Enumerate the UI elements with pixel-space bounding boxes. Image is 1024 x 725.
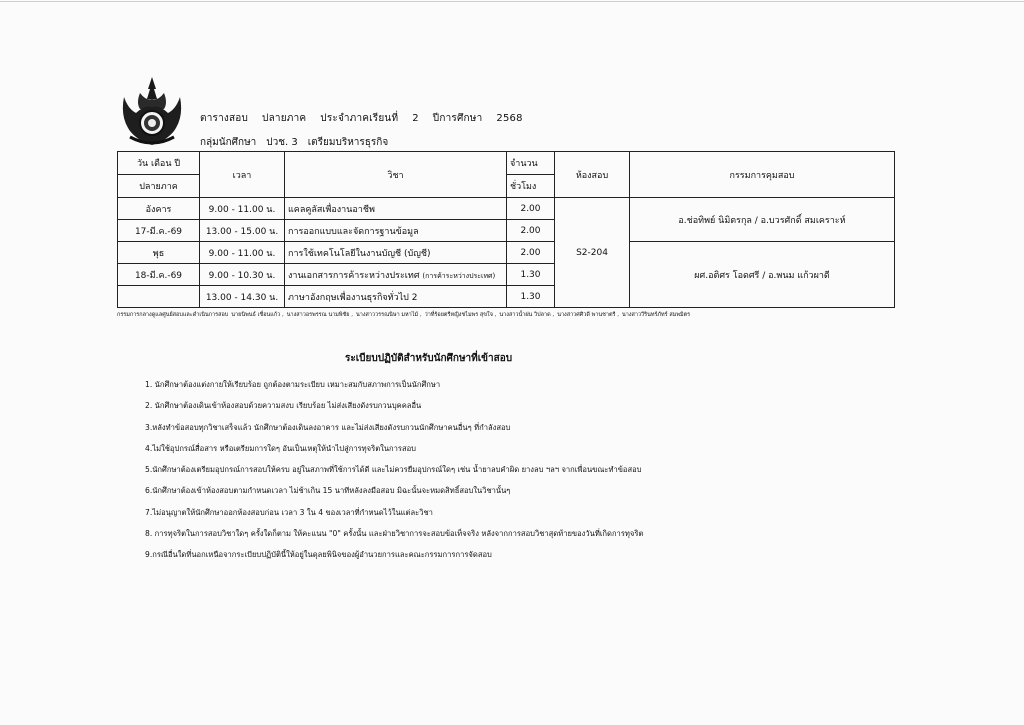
exam-time: 9.00 - 11.00 น. xyxy=(200,198,285,220)
central-committee-line: กรรมการกลางดูแลศูนย์สอบและดำเนินการสอบ นายนิพนธ์ เชื่อนแก้ว , นางสาวอรพรรณ นามพิชัย , นางสาววรรณนิษา มหาไม้ , ว่าที่ร้อยตรีหญิงชไมพร สุขใจ , นางสาวน้ำฝน วิปลาด , นางสาวศศิวดี พานชาตรี , นางสาววีรินทร์ภัทร์ สมพมิตร xyxy=(117,312,691,318)
exam-weekday: อังคาร xyxy=(118,198,200,220)
list-item: 9.กรณีอื่นใดที่นอกเหนือจากระเบียบปฏิบัตินี้ให้อยู่ในดุลยพินิจของผู้อำนวยการและคณะกรรมการการจัดสอบ xyxy=(145,550,492,560)
page-top-border xyxy=(0,1,1024,2)
exam-subject: การออกแบบและจัดการฐานข้อมูล xyxy=(285,220,507,242)
exam-hours: 1.30 xyxy=(507,286,555,308)
exam-weekday: พุธ xyxy=(118,242,200,264)
rules-heading: ระเบียบปฏิบัติสำหรับนักศึกษาที่เข้าสอบ xyxy=(345,353,513,364)
exam-subject: งานเอกสารการค้าระหว่างประเทศ (การค้าระหว่างประเทศ) xyxy=(285,264,507,286)
col-header-subject: วิชา xyxy=(285,152,507,198)
list-item: 2. นักศึกษาต้องเดินเข้าห้องสอบด้วยความสงบ เรียบร้อย ไม่ส่งเสียงดังรบกวนบุคคลอื่น xyxy=(145,401,422,411)
col-header-date-sub: ปลายภาค xyxy=(118,175,200,198)
exam-time: 9.00 - 11.00 น. xyxy=(200,242,285,264)
exam-schedule-title: ตารางสอบ ปลายภาค ประจำภาคเรียนที่ 2 ปีการศึกษา 2568 xyxy=(200,113,523,124)
table-row xyxy=(118,198,895,220)
exam-hours: 2.00 xyxy=(507,220,555,242)
exam-room: S2-204 xyxy=(555,198,630,308)
exam-subject: ภาษาอังกฤษเพื่องานธุรกิจทั่วไป 2 xyxy=(285,286,507,308)
list-item: 3.หลังทำข้อสอบทุกวิชาเสร็จแล้ว นักศึกษาต้องเดินลงอาคาร และไม่ส่งเสียงดังรบกวนนักศึกษาคนอื่นๆ ที่กำลังสอบ xyxy=(145,422,511,432)
exam-subject-note: (การค้าระหว่างประเทศ) xyxy=(422,271,496,280)
table-row xyxy=(118,242,895,264)
list-item: 7.ไม่อนุญาตให้นักศึกษาออกห้องสอบก่อน เวลา 3 ใน 4 ของเวลาที่กำหนดไว้ในแต่ละวิชา xyxy=(145,507,433,517)
col-header-proctor: กรรมการคุมสอบ xyxy=(630,152,895,198)
exam-hours: 2.00 xyxy=(507,242,555,264)
exam-date: 17-มี.ค.-69 xyxy=(118,220,200,242)
exam-time: 9.00 - 10.30 น. xyxy=(200,264,285,286)
student-group-title: กลุ่มนักศึกษา ปวช. 3 เตรียมบริหารธุรกิจ xyxy=(200,137,389,148)
empty-cell xyxy=(118,286,200,308)
col-header-time: เวลา xyxy=(200,152,285,198)
exam-subject: แคลคูลัสเพื่องานอาชีพ xyxy=(285,198,507,220)
institution-emblem-icon xyxy=(118,75,186,147)
exam-schedule-table xyxy=(117,151,895,308)
exam-rules-list xyxy=(145,379,643,571)
col-header-date: วัน เดือน ปี xyxy=(118,152,200,175)
exam-hours: 1.30 xyxy=(507,264,555,286)
exam-time: 13.00 - 14.30 น. xyxy=(200,286,285,308)
col-header-hours: จำนวน xyxy=(507,152,555,175)
list-item: 4.ไม่ใช้อุปกรณ์สื่อสาร หรือเตรียมการใดๆ อันเป็นเหตุให้นำไปสู่การทุจริตในการสอบ xyxy=(145,443,416,453)
exam-subject: การใช้เทคโนโลยีในงานบัญชี (บัญชี) xyxy=(285,242,507,264)
exam-proctor: อ.ช่อทิพย์ นิมิตรกุล / อ.บวรศักดิ์ สมเคราะห์ xyxy=(630,198,895,242)
list-item: 6.นักศึกษาต้องเข้าห้องสอบตามกำหนดเวลา ไม่ช้าเกิน 15 นาทีหลังลงมือสอบ มิฉะนั้นจะหมดสิทธิ์สอบในวิชานั้นๆ xyxy=(145,486,511,496)
exam-proctor: ผศ.อติศร โอดศรี / อ.พนม แก้วผาดี xyxy=(630,242,895,308)
list-item: 8. การทุจริตในการสอบวิชาใดๆ ครั้งใดก็ตาม ให้คะแนน "0" ครั้งนั้น และฝ่ายวิชาการจะสอบข้อเท็จจริง หลังจากการสอบวิชาสุดท้ายของวันที่เกิดการทุจริต xyxy=(145,529,644,539)
exam-date: 18-มี.ค.-69 xyxy=(118,264,200,286)
col-header-room: ห้องสอบ xyxy=(555,152,630,198)
exam-hours: 2.00 xyxy=(507,198,555,220)
exam-time: 13.00 - 15.00 น. xyxy=(200,220,285,242)
col-header-hours-sub: ชั่วโมง xyxy=(507,175,555,198)
list-item: 5.นักศึกษาต้องเตรียมอุปกรณ์การสอบให้ครบ อยู่ในสภาพที่ใช้การได้ดี และไม่ควรยืมอุปกรณ์ใดๆ เช่น น้ำยาลบคำผิด ยางลบ ฯลฯ จากเพื่อนขณะทำข้อสอบ xyxy=(145,465,642,475)
table-header-row xyxy=(118,152,895,175)
list-item: 1. นักศึกษาต้องแต่งกายให้เรียบร้อย ถูกต้องตามระเบียบ เหมาะสมกับสภาพการเป็นนักศึกษา xyxy=(145,380,441,389)
